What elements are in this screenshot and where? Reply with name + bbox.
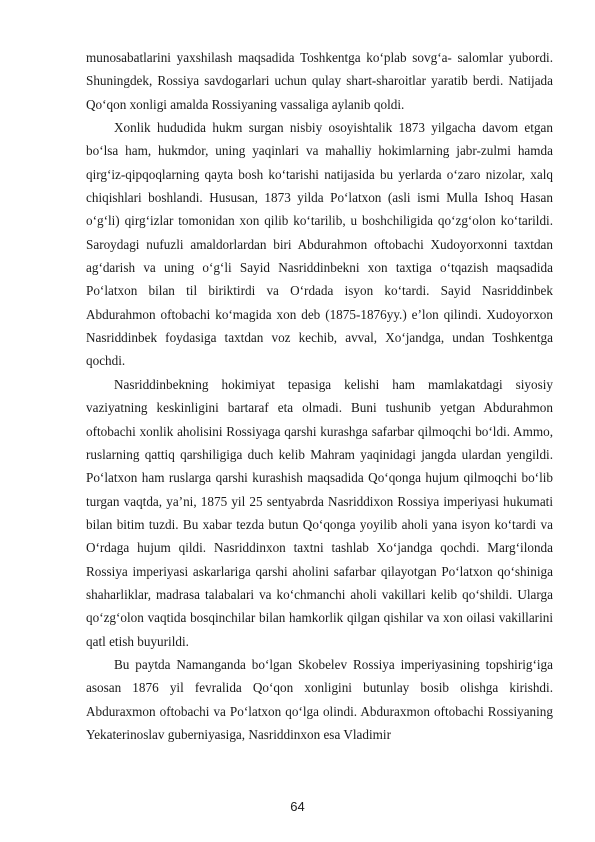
paragraph-4: Bu paytda Namanganda bo‘lgan Skobelev Rossiya imperiyasining topshirig‘iga asosan 1876 yil fevralida Qo‘qon xonligini butunlay bosib olishga kirishdi. Abduraxmon oftobachi va Po‘latxon qo‘lga olindi. Abduraxmon oftobachi Rossiyaning Yekaterinoslav guberniyasiga, Nasriddinxon esa Vladimir xyxy=(86,656,553,742)
paragraph-3: Nasriddinbekning hokimiyat tepasiga kelishi ham mamlakatdagi siyosiy vaziyatning keskinligini bartaraf eta olmadi. Buni tushunib yetgan Abdurahmon oftobachi xonlik aholisini Rossiyaga qarshi kurashga safarbar qilmoqchi bo‘ldi. Ammo, ruslarning qattiq qarshiligiga duch kelib Mahram yaqinidagi jangda ulardan yengildi. Po‘latxon ham ruslarga qarshi kurashish maqsadida Qo‘qonga hujum qilmoqchi bo‘lib turgan vaqtda, ya’ni, 1875 yil 25 sentyabrda Nasriddixon Rossiya imperiyasi hukumati bilan bitim tuzdi. Bu xabar tezda butun Qo‘qonga yoyilib aholi yana isyon ko‘tardi va O‘rdaga hujum qildi. Nasriddinxon taxtni tashlab Xo‘jandga qochdi. Marg‘ilonda Rossiya imperiyasi askarlariga qarshi aholini safarbar qilayotgan Po‘latxon qo‘shiniga shaharliklar, madrasa talabalari va ko‘chmanchi aholi vakillari kelib qo‘shildi. Ularga qo‘zg‘olon vaqtida bosqinchilar bilan hamkorlik qilgan qishilar va xon oilasi vakillarini qatl etish buyurildi. xyxy=(86,376,553,649)
paragraph-1: munosabatlarini yaxshilash maqsadida Toshkentga ko‘plab sovg‘a- salomlar yubordi. Shuningdek, Rossiya savdogarlari uchun qulay shart-sharoitlar yaratib berdi. Natijada Qo‘qon xonligi amalda Rossiyaning vassaliga aylanib qoldi. xyxy=(86,50,553,112)
body-text xyxy=(86,46,553,746)
paragraph-2: Xonlik hududida hukm surgan nisbiy osoyishtalik 1873 yilgacha davom etgan bo‘lsa ham, hukmdor, uning yaqinlari va mahalliy hokimlarning jabr-zulmi hamda qirg‘iz-qipqoqlarning qayta bosh ko‘tarishi natijasida bu yerlarda o‘zaro nizolar, xalq chiqishlari boshlandi. Hususan, 1873 yilda Po‘latxon (asli ismi Mulla Ishoq Hasan o‘g‘li) qirg‘izlar tomonidan xon qilib ko‘tarilib, u boshchiligida qo‘zg‘olon ko‘tarildi. Saroydagi nufuzli amaldorlardan biri Abdurahmon oftobachi Xudoyorxonni taxtdan ag‘darish va uning o‘g‘li Sayid Nasriddinbekni xon taxtiga o‘tqazish maqsadida Po‘latxon bilan til biriktirdi va O‘rdada isyon ko‘tardi. Sayid Nasriddinbek Abdurahmon oftobachi ko‘magida xon deb (1875-1876yy.) e’lon qilindi. Xudoyorxon Nasriddinbek foydasiga taxtdan voz kechib, avval, Xo‘jandga, undan Toshkentga qochdi. xyxy=(86,120,553,369)
page-number: 64 xyxy=(290,799,305,814)
